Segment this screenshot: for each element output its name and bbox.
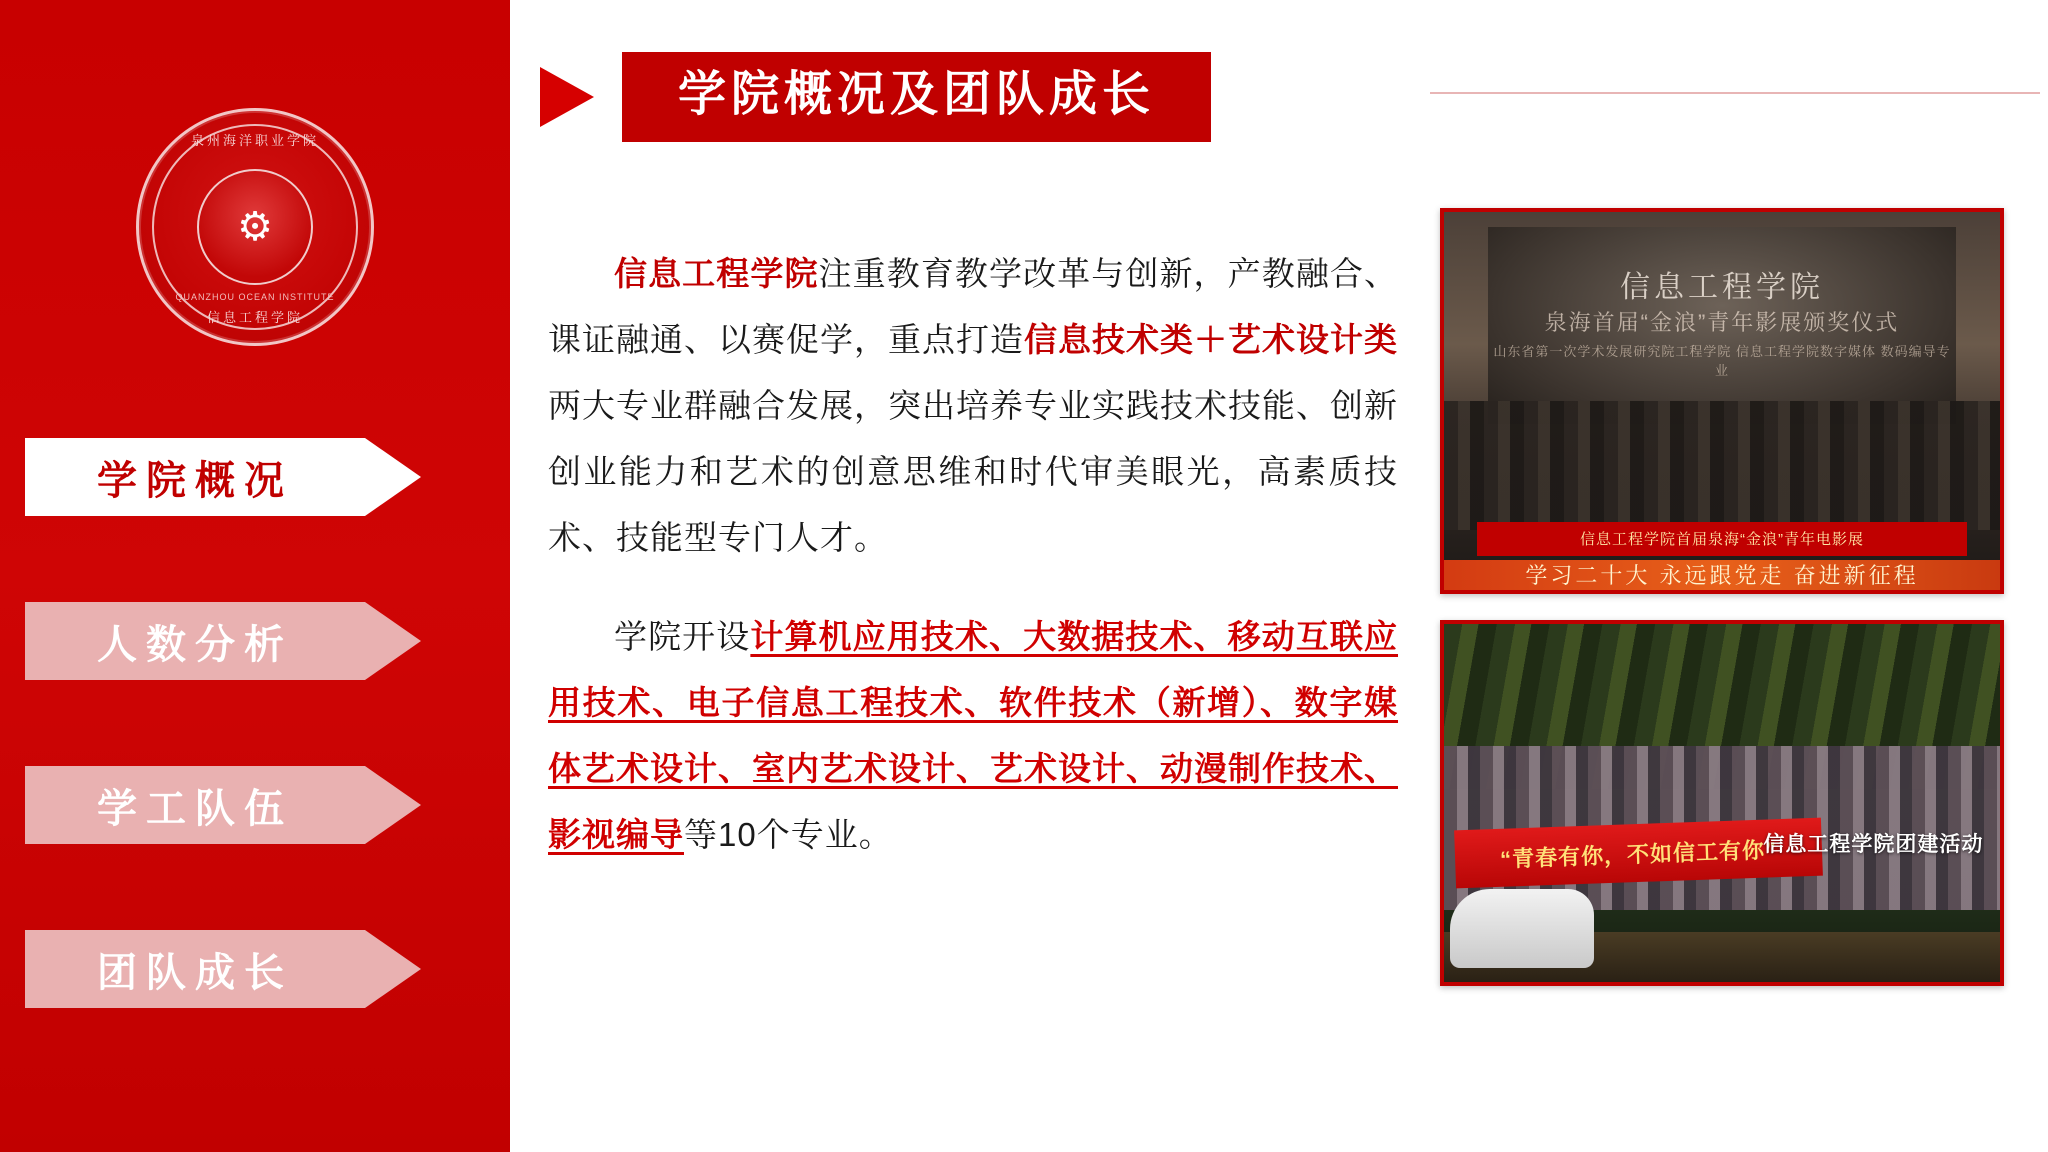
paragraph-two-text-2: 等10个专业。 — [684, 816, 893, 853]
sidebar-item-headcount[interactable] — [25, 602, 485, 680]
sidebar-item-overview-label: 学院概况 — [97, 458, 293, 503]
college-logo — [136, 108, 374, 346]
sidebar-item-headcount-label: 人数分析 — [97, 622, 293, 667]
page-title — [540, 52, 1211, 142]
sidebar-item-staff-bar — [25, 766, 365, 844]
sidebar-item-team-growth-bar — [25, 930, 365, 1008]
sidebar — [0, 0, 510, 1152]
chevron-right-icon — [365, 438, 421, 516]
page-title-text: 学院概况及团队成长 — [678, 68, 1156, 121]
logo-emblem — [197, 169, 313, 285]
sidebar-item-overview-bar — [25, 438, 365, 516]
photo-film-festival-screen — [1488, 227, 1955, 424]
gear-icon: ⚙ — [237, 204, 273, 250]
sidebar-item-headcount-bar — [25, 602, 365, 680]
page-title-box — [622, 52, 1211, 142]
photo-team-building-banner-left: “青春有你，不如信工有你” — [1454, 818, 1823, 889]
photo-team-building — [1440, 620, 2004, 986]
photo-team-building-banner-right: 信息工程学院团建活动 — [1763, 833, 1984, 857]
sidebar-nav — [25, 438, 485, 1008]
paragraph-two-text-1: 学院开设 — [614, 618, 751, 655]
photo-film-festival-screen-title: 信息工程学院 — [1619, 271, 1824, 305]
chevron-right-icon — [365, 602, 421, 680]
photo-film-festival-screen-subtitle: 泉海首届“金浪”青年影展颁奖仪式 — [1544, 309, 1900, 335]
body-content — [548, 208, 1398, 901]
paragraph-one-text-2: 两大专业群融合发展，突出培养专业实践技术技能、创新创业能力和艺术的创意思维和时代审美眼光，高素质技术、技能型专门人才。 — [548, 387, 1398, 556]
paragraph-one — [548, 241, 1398, 571]
photo-film-festival — [1440, 208, 2004, 594]
sidebar-item-overview[interactable] — [25, 438, 485, 516]
photo-film-festival-screen-caption: 山东省第一次学术发展研究院工程学院 信息工程学院数字媒体 数码编导专业 — [1493, 344, 1951, 379]
sidebar-item-staff[interactable] — [25, 766, 485, 844]
paragraph-one-highlight-1: 信息工程学院 — [614, 255, 819, 292]
paragraph-two — [548, 604, 1398, 868]
play-triangle-icon — [540, 67, 594, 127]
sidebar-item-team-growth-label: 团队成长 — [97, 950, 293, 995]
sidebar-item-team-growth[interactable] — [25, 930, 485, 1008]
title-divider — [1430, 92, 2040, 94]
logo-text-sub: QUANZHOU OCEAN INSTITUTE — [175, 292, 335, 302]
paragraph-one-highlight-2: 信息技术类＋艺术设计类 — [1024, 321, 1398, 358]
logo-text-bottom: 信息工程学院 — [206, 310, 303, 325]
logo-text-top: 泉州海洋职业学院 — [190, 133, 319, 148]
paragraph-one-text-1: 注重教育教学改革与创新，产教融合、课证融通、以赛促学，重点打造 — [548, 255, 1399, 358]
photo-team-building-car — [1450, 889, 1595, 968]
chevron-right-icon — [365, 930, 421, 1008]
photo-film-festival-bottom-strip: 学习二十大 永远跟党走 奋进新征程 — [1444, 560, 2000, 590]
photo-film-festival-crowd — [1444, 401, 2000, 530]
paragraph-two-majors: 计算机应用技术、大数据技术、移动互联应用技术、电子信息工程技术、软件技术（新增）、数字媒体艺术设计、室内艺术设计、艺术设计、动漫制作技术、影视编导 — [548, 618, 1399, 853]
chevron-right-icon — [365, 766, 421, 844]
photo-film-festival-banner: 信息工程学院首届泉海“金浪”青年电影展 — [1477, 522, 1966, 556]
sidebar-item-staff-label: 学工队伍 — [97, 786, 293, 831]
